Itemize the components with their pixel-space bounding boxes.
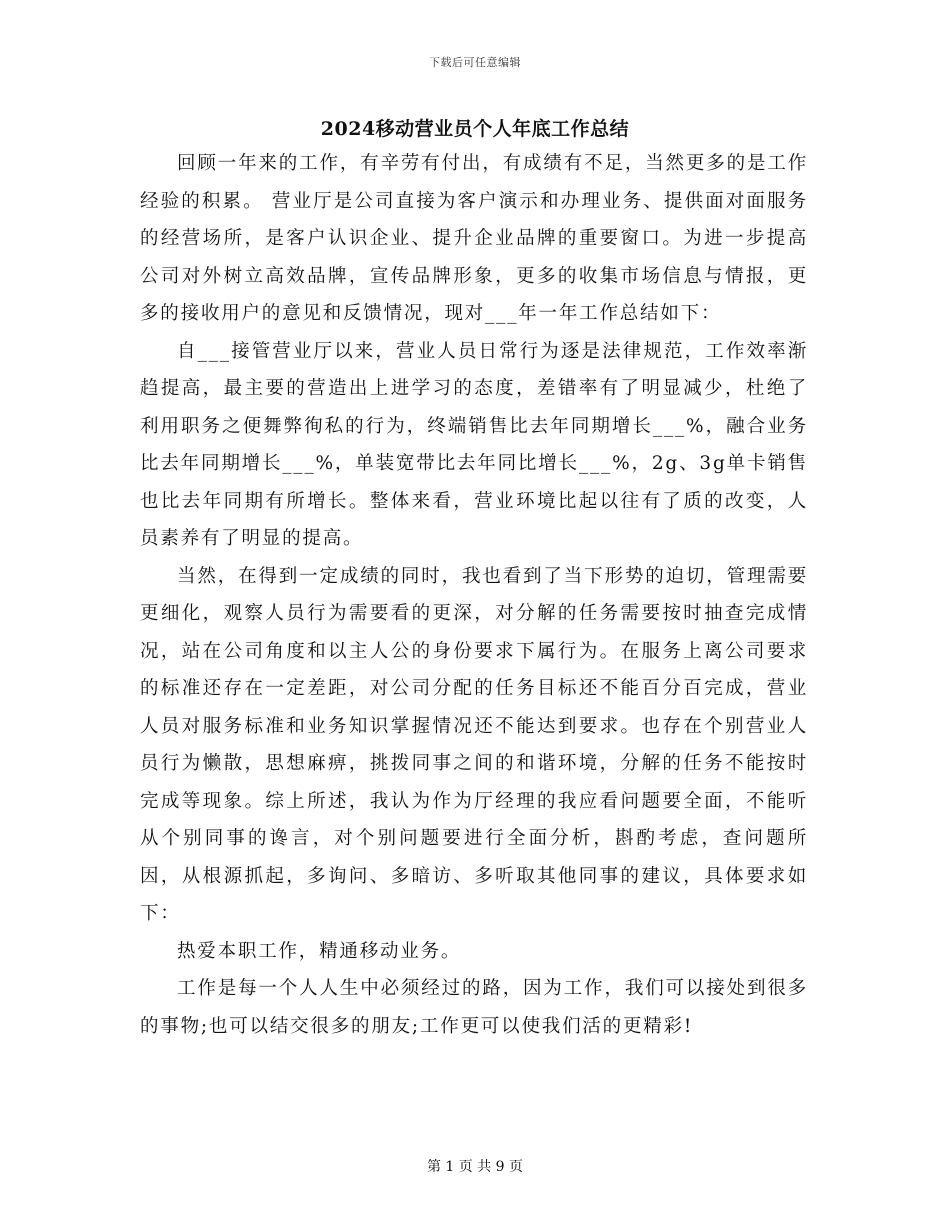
- paragraph-1: 回顾一年来的工作，有辛劳有付出，有成绩有不足，当然更多的是工作经验的积累。 营业厅是公司直接为客户演示和办理业务、提供面对面服务的经营场所，是客户认识企业、提升企业品牌的重要窗口。为进一步提高公司对外树立高效品牌，宣传品牌形象，更多的收集市场信息与情报，更多的接收用户的意见和反馈情况，现对___年一年工作总结如下：: [140, 153, 808, 324]
- document-title: 2024移动营业员个人年底工作总结: [320, 118, 630, 140]
- document-body: [140, 145, 808, 1045]
- paragraph-4: 热爱本职工作，精通移动业务。: [177, 940, 462, 962]
- paragraph-5: 工作是每一个人人生中必须经过的路，因为工作，我们可以接处到很多的事物;也可以结交很多的朋友;工作更可以使我们活的更精彩!: [140, 978, 808, 1037]
- paragraph-2: 自___接管营业厅以来，营业人员日常行为逐是法律规范，工作效率渐趋提高，最主要的营造出上进学习的态度，差错率有了明显减少，杜绝了利用职务之便舞弊徇私的行为，终端销售比去年同期增长___%，融合业务比去年同期增长___%，单装宽带比去年同比增长___%，2g、3g单卡销售也比去年同期有所增长。整体来看，营业环境比起以往有了质的改变，人员素养有了明显的提高。: [140, 340, 808, 549]
- header-note: 下载后可任意编辑: [429, 56, 521, 69]
- paragraph-3: 当然，在得到一定成绩的同时，我也看到了当下形势的迫切，管理需要更细化，观察人员行为需要看的更深，对分解的任务需要按时抽查完成情况，站在公司角度和以主人公的身份要求下属行为。在服务上离公司要求的标准还存在一定差距，对公司分配的任务目标还不能百分百完成，营业人员对服务标准和业务知识掌握情况还不能达到要求。也存在个别营业人员行为懒散，思想麻痹，挑拨同事之间的和谐环境，分解的任务不能按时完成等现象。综上所述，我认为作为厅经理的我应看问题要全面，不能听从个别同事的谗言，对个别问题要进行全面分析，斟酌考虑，查问题所因，从根源抓起，多询问、多暗访、多听取其他同事的建议，具体要求如下：: [140, 565, 808, 924]
- page-number: 第 1 页 共 9 页: [426, 1159, 524, 1175]
